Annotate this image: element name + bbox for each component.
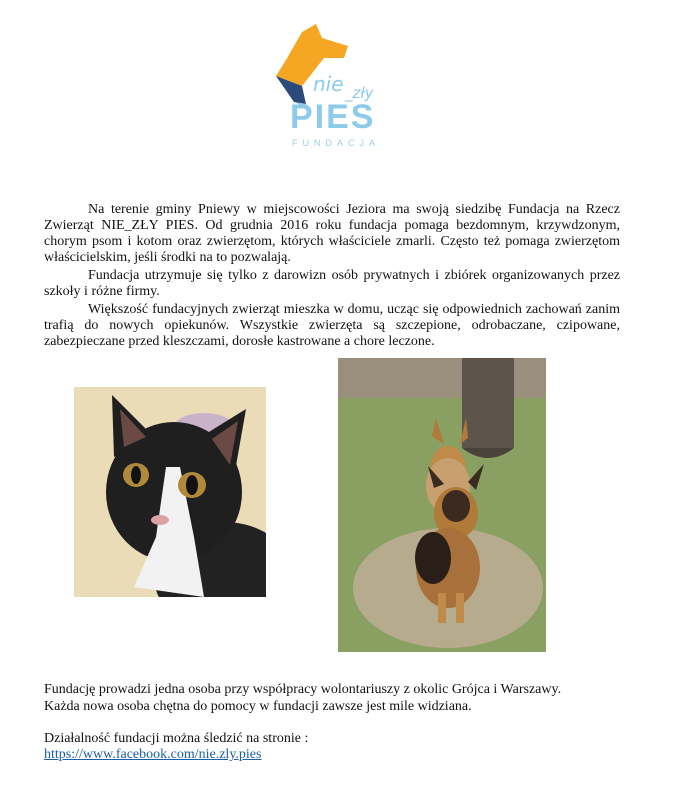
follow-text: Działalność fundacji można śledzić na stronie : bbox=[44, 731, 309, 746]
funding-paragraph: Fundacja utrzymuje się tylko z darowizn osób prywatnych i zbiórek organizowanych przez szkoły i różne firmy. bbox=[44, 268, 620, 299]
logo-pies-text: PIES bbox=[290, 98, 376, 136]
facebook-link-line bbox=[44, 746, 644, 763]
volunteers-text: Fundację prowadzi jedna osoba przy współpracy wolontariuszy z okolic Grójca i Warszawy. bbox=[44, 682, 562, 697]
facebook-link[interactable]: https://www.facebook.com/nie.zly.pies bbox=[44, 747, 262, 762]
dogs-photo bbox=[338, 358, 546, 652]
cat-photo bbox=[74, 387, 266, 597]
logo-zly-text: _zły bbox=[345, 84, 374, 102]
intro-paragraph: Na terenie gminy Pniewy w miejscowości Jeziora ma swoją siedzibę Fundacja na Rzecz Zwierząt NIE_ZŁY PIES. Od grudnia 2016 roku fundacja pomaga bezdomnym, krzywdzonym, chorym psom i kotom oraz zwierzętom, których właściciele zmarli. Często też pomaga zwierzętom właścicielskim, jeśli środki na to pozwalają. bbox=[44, 202, 620, 265]
logo-fundacja-text: FUNDACJA bbox=[292, 138, 381, 148]
welcome-text: Każda nowa osoba chętna do pomocy w fundacji zawsze jest mile widziana. bbox=[44, 699, 472, 714]
logo-nie-text: nie bbox=[313, 72, 344, 96]
animals-paragraph: Większość fundacyjnych zwierząt mieszka w domu, ucząc się odpowiednich zachowań zanim trafią do nowych opiekunów. Wszystkie zwierzęta są szczepione, odrobaczane, czipowane, zabezpieczane przed kleszczami, dorosłe kastrowane a chore leczone. bbox=[44, 302, 620, 349]
